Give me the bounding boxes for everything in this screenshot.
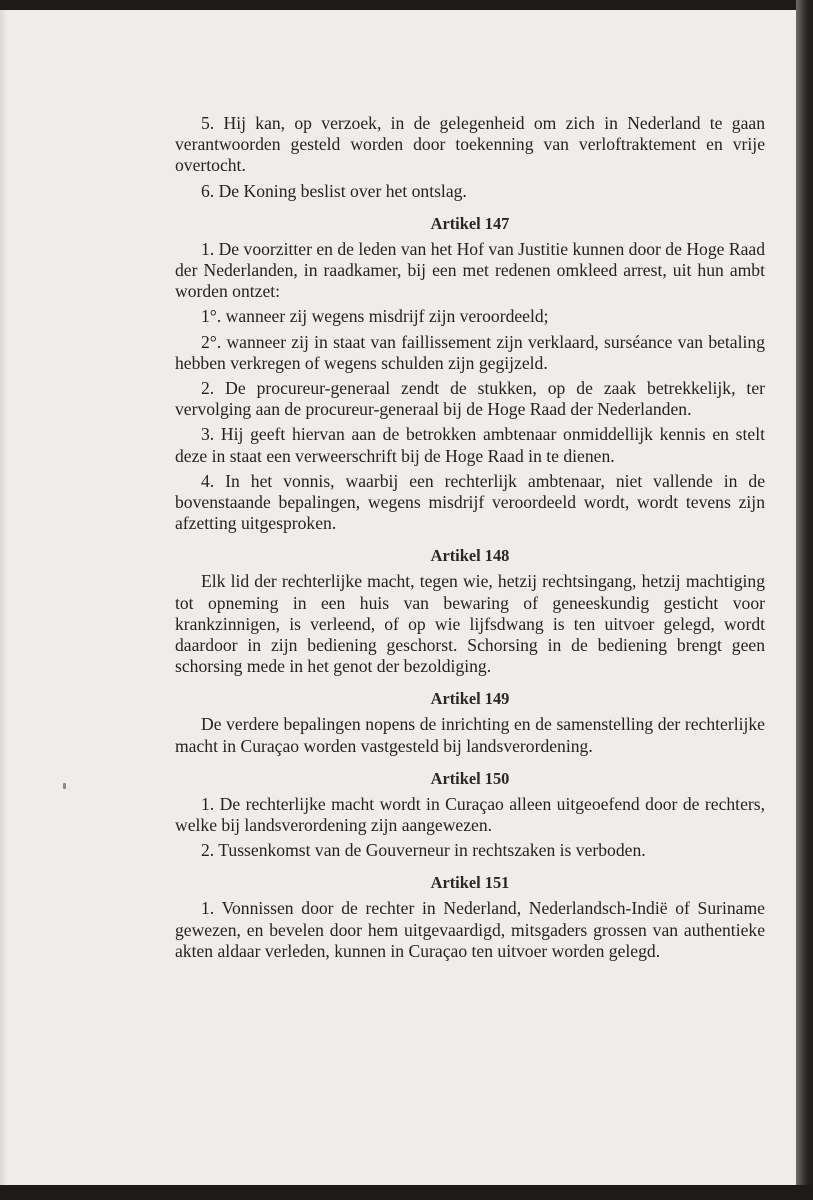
paragraph: 2. Tussenkomst van de Gouverneur in rechtszaken is verboden. <box>201 840 646 861</box>
article-heading: Artikel 150 <box>430 768 510 788</box>
paragraph: 6. De Koning beslist over het ontslag. <box>201 180 467 201</box>
paragraph: De verdere bepalingen nopens de inrichting en de samenstelling der rechterlijke macht in Curaçao worden vastgesteld bij landsverordening. <box>175 714 765 756</box>
article-heading: Artikel 148 <box>430 546 510 566</box>
paragraph: 1. De voorzitter en de leden van het Hof van Justitie kunnen door de Hoge Raad der Nederlanden, in raadkamer, bij een met redenen omkleed arrest, uit hun ambt worden ontzet: <box>175 238 765 302</box>
document-page <box>0 10 796 1185</box>
page-blemish <box>63 783 66 789</box>
paragraph: 5. Hij kan, op verzoek, in de gelegenheid om zich in Nederland te gaan verantwoorden gesteld worden door toekenning van verloftraktement en vrije overtocht. <box>175 113 765 176</box>
scan-border-bottom <box>0 1185 813 1200</box>
paragraph: 4. In het vonnis, waarbij een rechterlijk ambtenaar, niet vallende in de bovenstaande bepalingen, wegens misdrijf veroordeeld wordt, wordt tevens zijn afzetting uitgesproken. <box>175 470 765 534</box>
paragraph: Elk lid der rechterlijke macht, tegen wie, hetzij rechtsingang, hetzij machtiging tot opneming in een huis van bewaring of geneeskundig gesticht voor krankzinnigen, is verleend, of op wie lijfsdwang is ten uitvoer gelegd, wordt daardoor in zijn bediening geschorst. Schorsing in de bediening brengt geen schorsing mede in het genot der bezoldiging. <box>175 571 765 677</box>
article-heading: Artikel 147 <box>430 213 510 233</box>
scan-border-right <box>796 0 813 1200</box>
paragraph: 3. Hij geeft hiervan aan de betrokken ambtenaar onmiddellijk kennis en stelt deze in staat een verweerschrift bij de Hoge Raad in te dienen. <box>175 424 765 466</box>
page-body <box>175 113 765 962</box>
paragraph: 2°. wanneer zij in staat van faillissement zijn verklaard, surséance van betaling hebben verkregen of wegens schulden zijn gegijzeld. <box>175 331 765 373</box>
article-heading: Artikel 149 <box>430 689 510 709</box>
paragraph: 2. De procureur-generaal zendt de stukken, op de zaak betrekkelijk, ter vervolging aan de procureur-generaal bij de Hoge Raad der Nederlanden. <box>175 378 765 420</box>
paragraph: 1. Vonnissen door de rechter in Nederland, Nederlandsch-Indië of Suriname gewezen, en bevelen door hem uitgevaardigd, mitsgaders grossen van authentieke akten aldaar verleden, kunnen in Curaçao ten uitvoer worden gelegd. <box>175 898 765 961</box>
paragraph: 1. De rechterlijke macht wordt in Curaçao alleen uitgeoefend door de rechters, welke bij landsverordening zijn aangewezen. <box>175 793 765 836</box>
paragraph: 1°. wanneer zij wegens misdrijf zijn veroordeeld; <box>201 306 549 327</box>
article-heading: Artikel 151 <box>430 873 510 893</box>
